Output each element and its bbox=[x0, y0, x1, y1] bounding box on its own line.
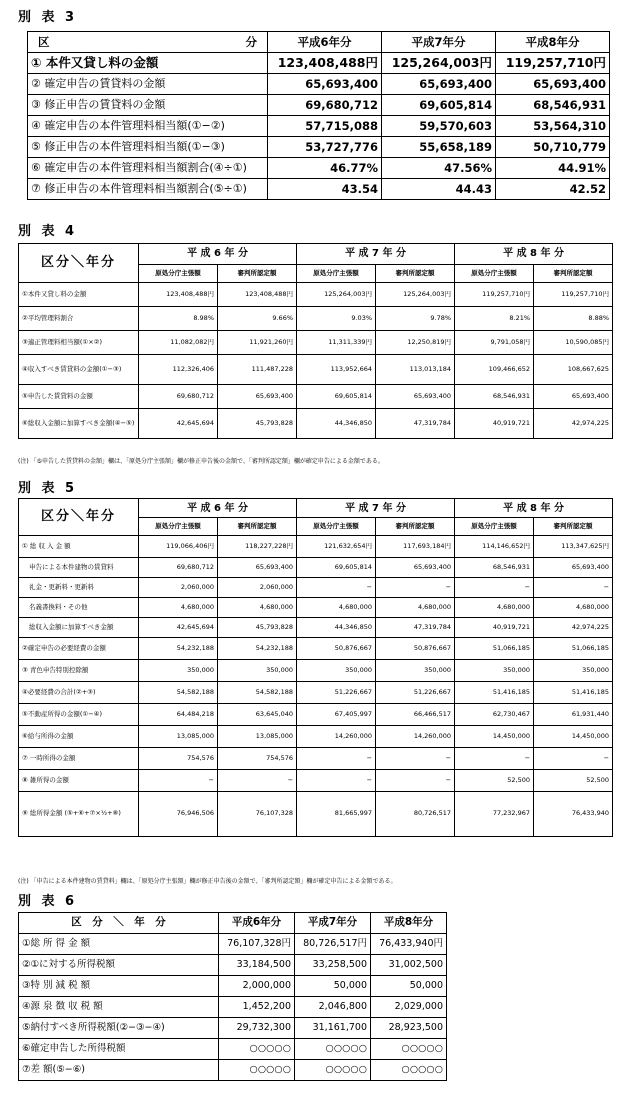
t3-cell: 123,408,488円 bbox=[268, 53, 382, 74]
t5-cell: 2,060,000 bbox=[218, 578, 297, 598]
t5-cell: 350,000 bbox=[455, 660, 534, 682]
t5-subhead: 原処分庁主張額 bbox=[139, 518, 218, 536]
t5-cell: 65,693,400 bbox=[376, 558, 455, 578]
t4-cell: 9.03% bbox=[297, 307, 376, 331]
t3-row bbox=[28, 137, 610, 158]
t3-cell: 125,264,003円 bbox=[382, 53, 496, 74]
t5-cell: 118,227,228円 bbox=[218, 536, 297, 558]
t5-row bbox=[19, 748, 613, 770]
t3-cell: 68,546,931 bbox=[496, 95, 610, 116]
t5-cell: 113,347,625円 bbox=[534, 536, 613, 558]
t5-cell: 114,146,652円 bbox=[455, 536, 534, 558]
table4-corner: 区分＼年分 bbox=[19, 244, 139, 283]
t4-cell: 40,919,721 bbox=[455, 409, 534, 439]
t4-cell: 9.78% bbox=[376, 307, 455, 331]
t5-cell: 51,226,667 bbox=[297, 682, 376, 704]
table5-year-0: 平 成 6 年 分 bbox=[139, 499, 297, 518]
t5-cell: 350,000 bbox=[534, 660, 613, 682]
t5-cell: 61,931,440 bbox=[534, 704, 613, 726]
t4-cell: 11,921,260円 bbox=[218, 331, 297, 355]
t5-row-label: ②確定申告の必要経費の金額 bbox=[19, 638, 139, 660]
t4-cell: 111,487,228 bbox=[218, 355, 297, 385]
t6-cell: ○○○○○ bbox=[219, 1060, 295, 1081]
t3-row bbox=[28, 53, 610, 74]
t5-cell: 65,693,400 bbox=[534, 558, 613, 578]
t6-cell: 28,923,500 bbox=[371, 1018, 447, 1039]
t4-subhead: 審判所認定額 bbox=[534, 264, 613, 282]
t5-row bbox=[19, 770, 613, 792]
t3-row-label: ① 本件又貸し料の金額 bbox=[28, 53, 268, 74]
t4-cell: 65,693,400 bbox=[534, 385, 613, 409]
t5-cell: 2,060,000 bbox=[139, 578, 218, 598]
t3-cell: 53,727,776 bbox=[268, 137, 382, 158]
t3-cell: 69,605,814 bbox=[382, 95, 496, 116]
table6-corner: 区 分 ＼ 年 分 bbox=[19, 913, 219, 934]
t5-row-label: 申告による本件建物の賃貸料 bbox=[19, 558, 139, 578]
t4-subhead: 審判所認定額 bbox=[376, 264, 455, 282]
t4-subhead: 原処分庁主張額 bbox=[455, 264, 534, 282]
t6-cell: 76,433,940円 bbox=[371, 934, 447, 955]
t5-cell: 54,232,188 bbox=[139, 638, 218, 660]
t6-cell: 31,161,700 bbox=[295, 1018, 371, 1039]
t6-row bbox=[19, 1060, 447, 1081]
t5-cell: − bbox=[455, 578, 534, 598]
table3-header-row bbox=[28, 32, 610, 53]
table3-caption: 別 表 3 bbox=[18, 10, 78, 25]
t4-cell: 119,257,710円 bbox=[534, 283, 613, 307]
table5-caption: 別 表 5 bbox=[18, 481, 78, 496]
t3-cell: 69,680,712 bbox=[268, 95, 382, 116]
t5-cell: 40,919,721 bbox=[455, 618, 534, 638]
t4-cell: 44,346,850 bbox=[297, 409, 376, 439]
t3-cell: 65,693,400 bbox=[382, 74, 496, 95]
t4-cell: 69,680,712 bbox=[139, 385, 218, 409]
t4-cell: 68,546,931 bbox=[455, 385, 534, 409]
table5-note: (注) 「申告による本件建物の賃貸料」欄は、「原処分庁主張額」欄が修正申告後の金額で、「審判所認定額」欄が確定申告による金額である。 bbox=[18, 878, 397, 885]
t5-cell: 117,693,184円 bbox=[376, 536, 455, 558]
t5-cell: 50,876,667 bbox=[376, 638, 455, 660]
t4-row bbox=[19, 409, 613, 439]
table6-caption: 別 表 6 bbox=[18, 894, 78, 909]
t4-cell: 123,408,488円 bbox=[218, 283, 297, 307]
table4-header-row bbox=[19, 244, 613, 265]
t4-cell: 9.66% bbox=[218, 307, 297, 331]
t5-row-label: ⑧ 雑所得の金額 bbox=[19, 770, 139, 792]
t4-row bbox=[19, 307, 613, 331]
table4-year-2: 平 成 8 年 分 bbox=[455, 244, 613, 265]
t3-row bbox=[28, 179, 610, 200]
table4-caption: 別 表 4 bbox=[18, 224, 78, 239]
t3-cell: 53,564,310 bbox=[496, 116, 610, 137]
t5-cell: 4,680,000 bbox=[139, 598, 218, 618]
t5-cell: 80,726,517 bbox=[376, 792, 455, 837]
t4-cell: 65,693,400 bbox=[218, 385, 297, 409]
t6-cell: ○○○○○ bbox=[371, 1060, 447, 1081]
t5-cell: 121,632,654円 bbox=[297, 536, 376, 558]
t5-row bbox=[19, 792, 613, 837]
t6-cell: ○○○○○ bbox=[295, 1060, 371, 1081]
t5-cell: 45,793,828 bbox=[218, 618, 297, 638]
t5-row bbox=[19, 558, 613, 578]
t5-cell: 64,484,218 bbox=[139, 704, 218, 726]
t3-cell: 55,658,189 bbox=[382, 137, 496, 158]
t6-row-label: ⑥確定申告した所得税額 bbox=[19, 1039, 219, 1060]
t6-row-label: ⑤納付すべき所得税額(②−③−④) bbox=[19, 1018, 219, 1039]
t4-row-label: ③適正管理料相当額(①×②) bbox=[19, 331, 139, 355]
t6-row bbox=[19, 1039, 447, 1060]
table6-year-0: 平成6年分 bbox=[219, 913, 295, 934]
t5-cell: 65,693,400 bbox=[218, 558, 297, 578]
t5-cell: 42,974,225 bbox=[534, 618, 613, 638]
t3-cell: 44.43 bbox=[382, 179, 496, 200]
t6-cell: 29,732,300 bbox=[219, 1018, 295, 1039]
t4-cell: 8.98% bbox=[139, 307, 218, 331]
t5-cell: 81,665,997 bbox=[297, 792, 376, 837]
t5-cell: 350,000 bbox=[218, 660, 297, 682]
t6-cell: ○○○○○ bbox=[295, 1039, 371, 1060]
table5-body bbox=[19, 536, 613, 837]
t6-cell: 2,046,800 bbox=[295, 997, 371, 1018]
t3-cell: 65,693,400 bbox=[496, 74, 610, 95]
t5-row bbox=[19, 578, 613, 598]
t5-cell: 42,645,694 bbox=[139, 618, 218, 638]
t5-cell: 4,680,000 bbox=[218, 598, 297, 618]
t5-cell: 62,730,467 bbox=[455, 704, 534, 726]
table6-header-row bbox=[19, 913, 447, 934]
t5-cell: − bbox=[376, 578, 455, 598]
t5-row-label: 総収入金額に加算すべき金額 bbox=[19, 618, 139, 638]
t5-subhead: 原処分庁主張額 bbox=[297, 518, 376, 536]
t3-cell: 44.91% bbox=[496, 158, 610, 179]
t5-cell: 44,346,850 bbox=[297, 618, 376, 638]
t5-cell: 69,605,814 bbox=[297, 558, 376, 578]
t5-cell: − bbox=[297, 770, 376, 792]
t5-cell: 754,576 bbox=[218, 748, 297, 770]
t5-cell: 51,416,185 bbox=[455, 682, 534, 704]
table3-corner-left: 区 bbox=[38, 35, 50, 49]
table5-year-1: 平 成 7 年 分 bbox=[297, 499, 455, 518]
t4-cell: 125,264,003円 bbox=[297, 283, 376, 307]
t3-cell: 42.52 bbox=[496, 179, 610, 200]
table4-note: (注) 「⑤申告した賃貸料の金額」欄は、「原処分庁主張額」欄が修正申告後の金額で、「審判所認定額」欄が確定申告による金額である。 bbox=[18, 458, 384, 465]
t6-cell: 1,452,200 bbox=[219, 997, 295, 1018]
t5-cell: 50,876,667 bbox=[297, 638, 376, 660]
t4-row-label: ④収入すべき賃貸料の金額(①−③) bbox=[19, 355, 139, 385]
t5-cell: 47,319,784 bbox=[376, 618, 455, 638]
t3-row-label: ② 確定申告の賃貸料の金額 bbox=[28, 74, 268, 95]
table6-year-1: 平成7年分 bbox=[295, 913, 371, 934]
t4-cell: 11,082,082円 bbox=[139, 331, 218, 355]
t4-cell: 113,952,664 bbox=[297, 355, 376, 385]
table6-body bbox=[19, 934, 447, 1081]
t4-cell: 42,645,694 bbox=[139, 409, 218, 439]
t3-row-label: ⑥ 確定申告の本件管理料相当額割合(④÷①) bbox=[28, 158, 268, 179]
t3-cell: 50,710,779 bbox=[496, 137, 610, 158]
t5-row-label: 礼金・更新料・更新料 bbox=[19, 578, 139, 598]
t4-cell: 125,264,003円 bbox=[376, 283, 455, 307]
t5-cell: 4,680,000 bbox=[297, 598, 376, 618]
t6-cell: 80,726,517円 bbox=[295, 934, 371, 955]
t5-row-label: ③ 青色申告特別控除額 bbox=[19, 660, 139, 682]
t5-subhead: 審判所認定額 bbox=[376, 518, 455, 536]
t6-cell: 50,000 bbox=[295, 976, 371, 997]
t5-cell: 66,466,517 bbox=[376, 704, 455, 726]
t5-cell: 754,576 bbox=[139, 748, 218, 770]
t5-cell: 13,085,000 bbox=[139, 726, 218, 748]
t5-row-label: ① 総 収 入 金 額 bbox=[19, 536, 139, 558]
t5-cell: 119,066,406円 bbox=[139, 536, 218, 558]
t5-cell: 14,260,000 bbox=[297, 726, 376, 748]
t5-cell: 350,000 bbox=[139, 660, 218, 682]
t4-subhead: 原処分庁主張額 bbox=[139, 264, 218, 282]
t5-cell: 51,066,185 bbox=[455, 638, 534, 660]
t5-cell: 13,085,000 bbox=[218, 726, 297, 748]
t5-cell: − bbox=[218, 770, 297, 792]
t4-cell: 9,791,058円 bbox=[455, 331, 534, 355]
t4-cell: 109,466,652 bbox=[455, 355, 534, 385]
table3-corner bbox=[28, 32, 268, 53]
t6-cell: 33,258,500 bbox=[295, 955, 371, 976]
t5-cell: 350,000 bbox=[297, 660, 376, 682]
t5-cell: 68,546,931 bbox=[455, 558, 534, 578]
t5-cell: 63,645,040 bbox=[218, 704, 297, 726]
t6-cell: ○○○○○ bbox=[219, 1039, 295, 1060]
t6-row-label: ⑦差 額(⑤−⑥) bbox=[19, 1060, 219, 1081]
t4-cell: 45,793,828 bbox=[218, 409, 297, 439]
t3-cell: 46.77% bbox=[268, 158, 382, 179]
t4-row-label: ②平均管理料割合 bbox=[19, 307, 139, 331]
t3-row bbox=[28, 74, 610, 95]
t5-cell: 52,500 bbox=[455, 770, 534, 792]
t4-cell: 8.21% bbox=[455, 307, 534, 331]
table4 bbox=[18, 243, 613, 439]
t5-row-label: 名義書換料・その他 bbox=[19, 598, 139, 618]
t5-cell: 4,680,000 bbox=[455, 598, 534, 618]
table3 bbox=[27, 31, 610, 200]
t5-row bbox=[19, 618, 613, 638]
t6-cell: 50,000 bbox=[371, 976, 447, 997]
t4-cell: 11,311,339円 bbox=[297, 331, 376, 355]
t5-cell: − bbox=[455, 748, 534, 770]
table3-year-1: 平成7年分 bbox=[382, 32, 496, 53]
t5-cell: 51,416,185 bbox=[534, 682, 613, 704]
t5-cell: 76,107,328 bbox=[218, 792, 297, 837]
t5-row-label: ⑤不動産所得の金額(①−④) bbox=[19, 704, 139, 726]
t5-row-label: ④必要経費の合計(②+③) bbox=[19, 682, 139, 704]
t4-row bbox=[19, 283, 613, 307]
t6-row-label: ②①に対する所得税額 bbox=[19, 955, 219, 976]
t5-cell: − bbox=[297, 748, 376, 770]
t5-row bbox=[19, 598, 613, 618]
table3-corner-right: 分 bbox=[245, 35, 257, 49]
t5-cell: 76,433,940 bbox=[534, 792, 613, 837]
t3-cell: 59,570,603 bbox=[382, 116, 496, 137]
t3-row bbox=[28, 158, 610, 179]
t6-cell: 31,002,500 bbox=[371, 955, 447, 976]
t5-cell: − bbox=[534, 748, 613, 770]
table5 bbox=[18, 498, 613, 837]
t5-cell: 350,000 bbox=[376, 660, 455, 682]
t5-cell: 54,582,188 bbox=[218, 682, 297, 704]
t3-cell: 119,257,710円 bbox=[496, 53, 610, 74]
t4-row bbox=[19, 385, 613, 409]
t6-cell: 2,029,000 bbox=[371, 997, 447, 1018]
t5-cell: − bbox=[376, 770, 455, 792]
t5-cell: 69,680,712 bbox=[139, 558, 218, 578]
t5-cell: 54,232,188 bbox=[218, 638, 297, 660]
t5-cell: 14,260,000 bbox=[376, 726, 455, 748]
t4-cell: 42,974,225 bbox=[534, 409, 613, 439]
t6-row bbox=[19, 976, 447, 997]
t5-cell: − bbox=[534, 578, 613, 598]
t5-cell: 51,226,667 bbox=[376, 682, 455, 704]
t3-cell: 57,715,088 bbox=[268, 116, 382, 137]
table6 bbox=[18, 912, 447, 1081]
t4-row bbox=[19, 331, 613, 355]
t5-cell: 54,582,188 bbox=[139, 682, 218, 704]
t5-cell: 14,450,000 bbox=[455, 726, 534, 748]
t3-row bbox=[28, 116, 610, 137]
t4-cell: 10,590,085円 bbox=[534, 331, 613, 355]
t4-cell: 108,667,625 bbox=[534, 355, 613, 385]
t6-row bbox=[19, 997, 447, 1018]
t3-row-label: ⑤ 修正申告の本件管理料相当額(①−③) bbox=[28, 137, 268, 158]
t6-row bbox=[19, 1018, 447, 1039]
t6-cell: 33,184,500 bbox=[219, 955, 295, 976]
t4-cell: 69,605,814 bbox=[297, 385, 376, 409]
t6-row-label: ③特 別 減 税 額 bbox=[19, 976, 219, 997]
table3-year-0: 平成6年分 bbox=[268, 32, 382, 53]
t5-row bbox=[19, 726, 613, 748]
t3-cell: 43.54 bbox=[268, 179, 382, 200]
table6-year-2: 平成8年分 bbox=[371, 913, 447, 934]
t4-subhead: 審判所認定額 bbox=[218, 264, 297, 282]
t5-subhead: 審判所認定額 bbox=[218, 518, 297, 536]
t5-cell: − bbox=[139, 770, 218, 792]
t4-cell: 119,257,710円 bbox=[455, 283, 534, 307]
t6-cell: 76,107,328円 bbox=[219, 934, 295, 955]
t4-cell: 47,319,784 bbox=[376, 409, 455, 439]
t4-row-label: ⑥総収入金額に加算すべき金額(④−⑤) bbox=[19, 409, 139, 439]
t5-row-label: ⑥給与所得の金額 bbox=[19, 726, 139, 748]
t3-row bbox=[28, 95, 610, 116]
t4-cell: 113,013,184 bbox=[376, 355, 455, 385]
t4-cell: 65,693,400 bbox=[376, 385, 455, 409]
t5-row bbox=[19, 660, 613, 682]
t5-row bbox=[19, 638, 613, 660]
t5-cell: − bbox=[297, 578, 376, 598]
t6-row bbox=[19, 955, 447, 976]
t5-cell: 67,405,997 bbox=[297, 704, 376, 726]
table5-header-row bbox=[19, 499, 613, 518]
t4-row-label: ⑤申告した賃貸料の金額 bbox=[19, 385, 139, 409]
t5-row bbox=[19, 682, 613, 704]
t3-cell: 47.56% bbox=[382, 158, 496, 179]
t4-cell: 8.88% bbox=[534, 307, 613, 331]
t5-cell: 4,680,000 bbox=[534, 598, 613, 618]
table4-year-0: 平 成 6 年 分 bbox=[139, 244, 297, 265]
t5-cell: 51,066,185 bbox=[534, 638, 613, 660]
t5-row-label: ⑦ 一時所得の金額 bbox=[19, 748, 139, 770]
t5-row-label: ⑨ 総所得金額 (⑤+⑥+⑦×½+⑧) bbox=[19, 792, 139, 837]
t4-row-label: ①本件又貸し料の金額 bbox=[19, 283, 139, 307]
t5-row bbox=[19, 536, 613, 558]
t4-cell: 112,326,406 bbox=[139, 355, 218, 385]
t5-cell: 52,500 bbox=[534, 770, 613, 792]
t6-cell: ○○○○○ bbox=[371, 1039, 447, 1060]
table4-body bbox=[19, 283, 613, 439]
t5-cell: 76,946,506 bbox=[139, 792, 218, 837]
t6-row bbox=[19, 934, 447, 955]
t5-cell: 4,680,000 bbox=[376, 598, 455, 618]
t4-subhead: 原処分庁主張額 bbox=[297, 264, 376, 282]
t5-subhead: 審判所認定額 bbox=[534, 518, 613, 536]
t3-row-label: ⑦ 修正申告の本件管理料相当額割合(⑤÷①) bbox=[28, 179, 268, 200]
t6-row-label: ①総 所 得 金 額 bbox=[19, 934, 219, 955]
table3-year-2: 平成8年分 bbox=[496, 32, 610, 53]
t5-cell: 77,232,967 bbox=[455, 792, 534, 837]
t5-cell: − bbox=[376, 748, 455, 770]
table5-corner: 区分＼年分 bbox=[19, 499, 139, 536]
table3-body bbox=[28, 53, 610, 200]
t5-subhead: 原処分庁主張額 bbox=[455, 518, 534, 536]
t5-row bbox=[19, 704, 613, 726]
t6-row-label: ④源 泉 徴 収 税 額 bbox=[19, 997, 219, 1018]
t4-cell: 12,250,819円 bbox=[376, 331, 455, 355]
t3-cell: 65,693,400 bbox=[268, 74, 382, 95]
table4-year-1: 平 成 7 年 分 bbox=[297, 244, 455, 265]
table5-year-2: 平 成 8 年 分 bbox=[455, 499, 613, 518]
t4-cell: 123,408,488円 bbox=[139, 283, 218, 307]
t3-row-label: ④ 確定申告の本件管理料相当額(①−②) bbox=[28, 116, 268, 137]
t4-row bbox=[19, 355, 613, 385]
t5-cell: 14,450,000 bbox=[534, 726, 613, 748]
t6-cell: 2,000,000 bbox=[219, 976, 295, 997]
t3-row-label: ③ 修正申告の賃貸料の金額 bbox=[28, 95, 268, 116]
